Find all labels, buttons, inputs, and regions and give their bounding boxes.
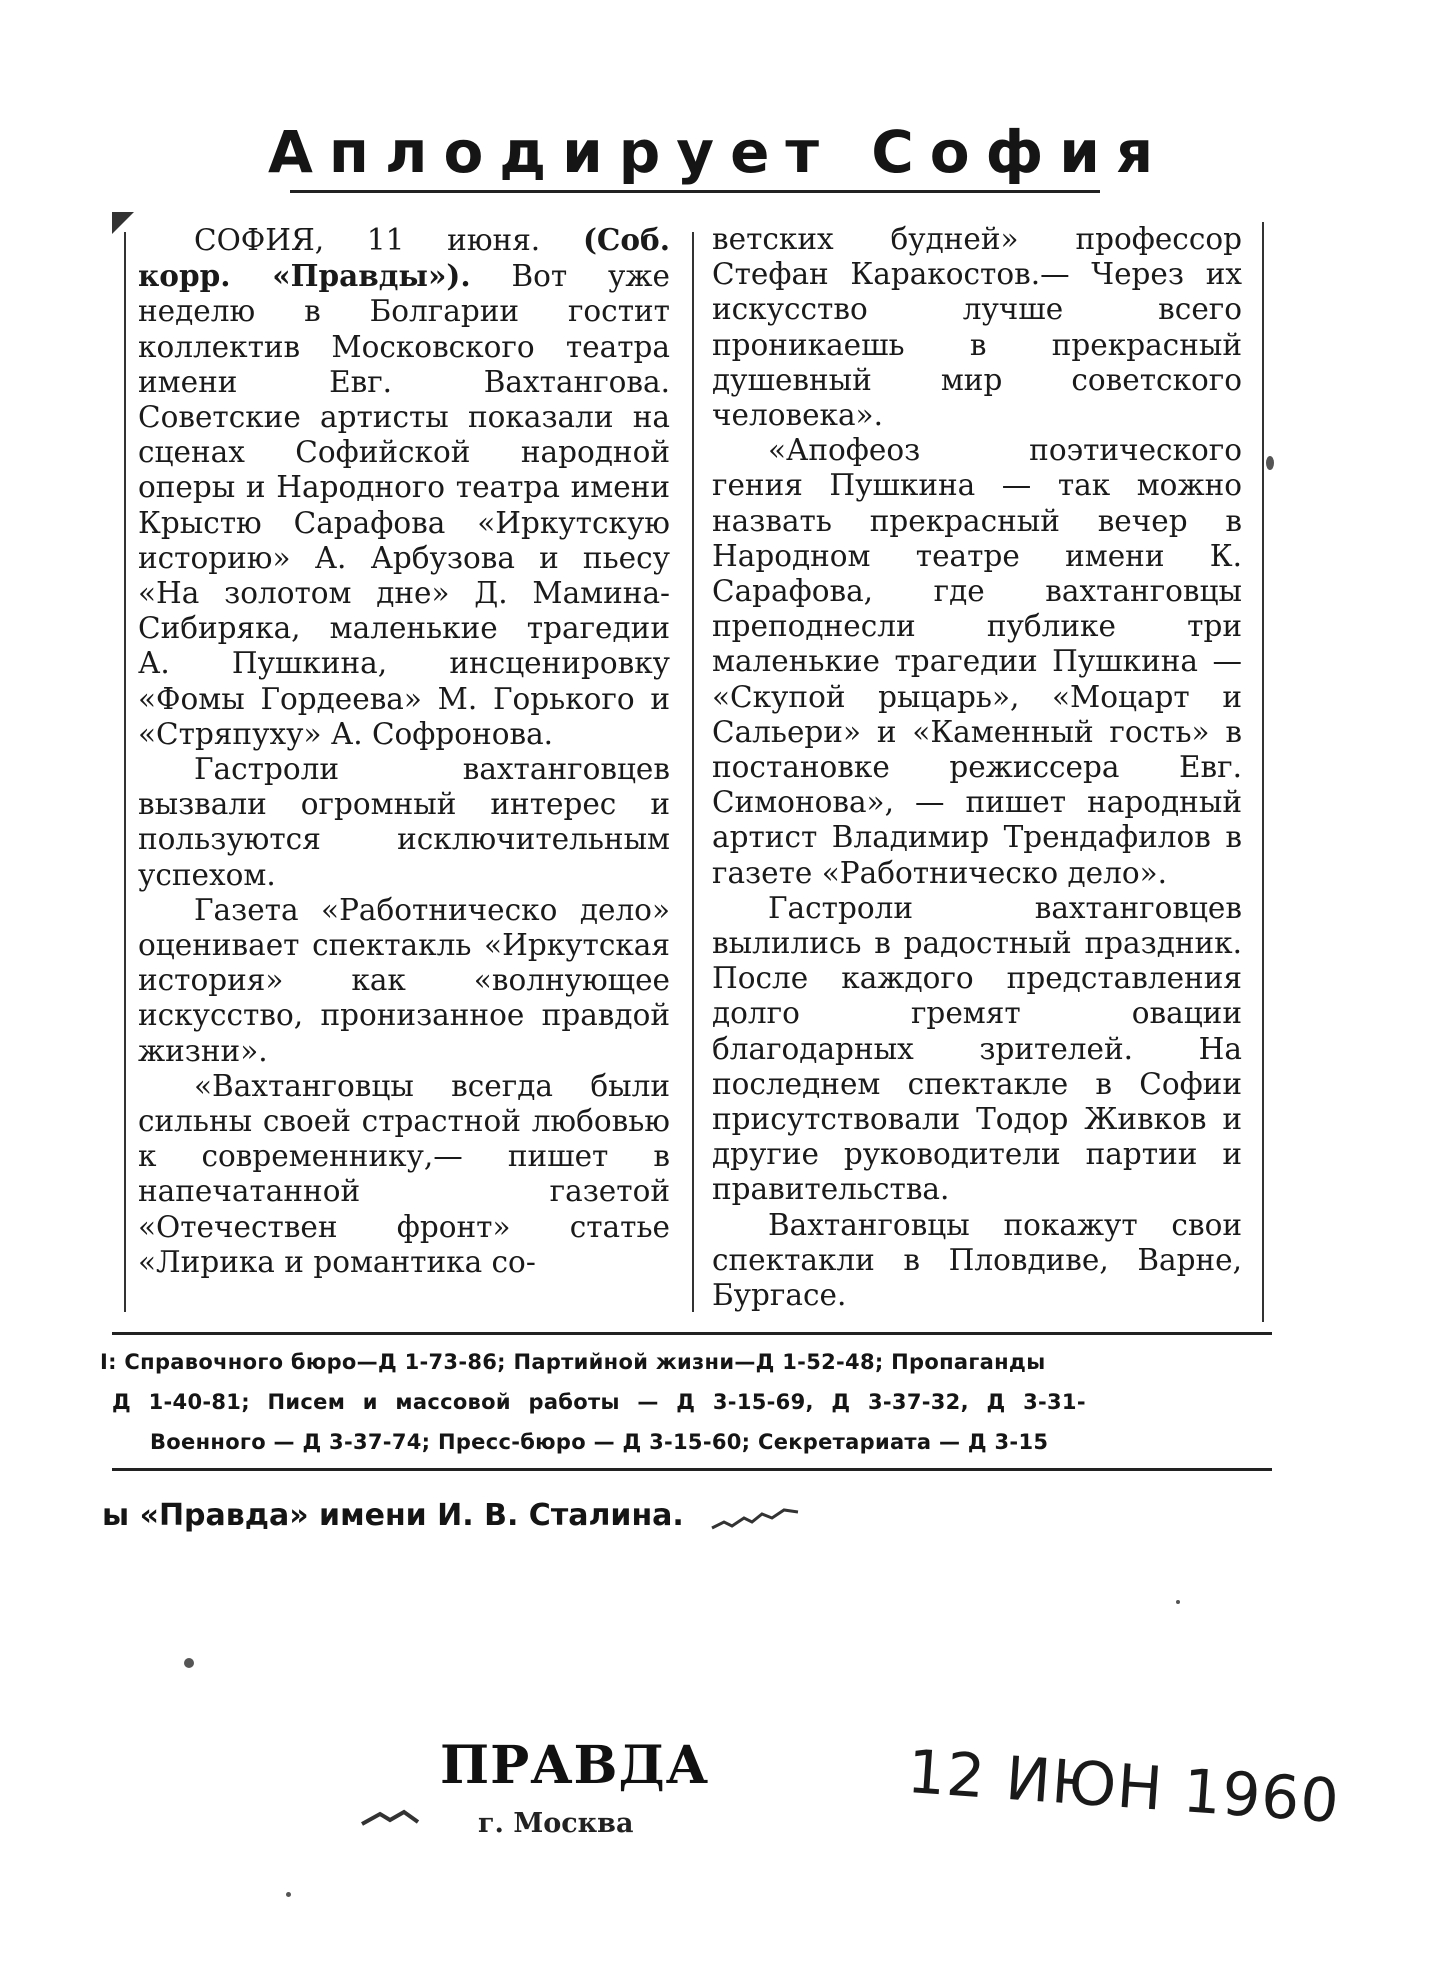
- article-right-column: [712, 222, 1242, 1313]
- article-paragraph: [138, 222, 670, 752]
- corner-marker-icon: [112, 212, 134, 234]
- archive-stamp-city: г. Москва: [478, 1808, 634, 1839]
- ink-speck: [1176, 1600, 1180, 1604]
- phones-line-3: Военного — Д 3-37-74; Пресс-бюро — Д 3-15-60; Секретариата — Д 3-15: [150, 1430, 1049, 1454]
- article-paragraph: Вахтанговцы покажут свои спектакли в Пловдиве, Варне, Бургасе.: [712, 1207, 1242, 1313]
- article-paragraph: «Апофеоз поэтического гения Пушкина — так можно назвать прекрасный вечер в Народном театре имени К. Сарафова, где вахтанговцы преподнесли публике три маленькие трагедии Пушкина — «Скупой рыцарь», «Моцарт и Сальери» и «Каменный гость» в постановке режиссера Евг. Симонова», — пишет народный артист Владимир Трендафилов в газете «Работническо дело».: [712, 433, 1242, 890]
- article-left-column: [138, 222, 670, 1280]
- column-rule-middle: [692, 232, 694, 1312]
- article-paragraph: ветских будней» профессор Стефан Каракостов.— Через их искусство лучше всего проникаешь в прекрасный душевный мир советского человека».: [712, 222, 1242, 433]
- phones-top-rule: [112, 1332, 1272, 1335]
- stamp-smudge-icon: [360, 1808, 420, 1828]
- article-headline: Аплодирует София: [268, 118, 1170, 186]
- article-paragraph: Гастроли вахтанговцев вызвали огромный интерес и пользуются исключительным успехом.: [138, 752, 670, 892]
- newspaper-imprint: ы «Правда» имени И. В. Сталина.: [102, 1498, 684, 1533]
- ink-speck: [1266, 456, 1274, 470]
- column-rule-left: [124, 232, 126, 1312]
- phones-bottom-rule: [112, 1468, 1272, 1471]
- headline-underline: [290, 190, 1100, 193]
- dateline: СОФИЯ, 11 июня.: [194, 223, 541, 257]
- ink-speck: [286, 1892, 291, 1897]
- byline-source: (Соб. корр. «Правды»).: [138, 222, 670, 294]
- ink-squiggle-icon: [710, 1504, 800, 1534]
- archive-stamp-title: ПРАВДА: [440, 1735, 710, 1796]
- phones-line-2: Д 1-40-81; Писем и массовой работы — Д 3-15-69, Д 3-37-32, Д 3-31-: [112, 1390, 1086, 1414]
- archive-date-stamp: 12 ИЮН 1960: [905, 1737, 1342, 1838]
- article-paragraph: Газета «Работническо дело» оценивает спектакль «Иркутская история» как «волнующее искусство, пронизанное правдой жизни».: [138, 892, 670, 1068]
- article-paragraph: Гастроли вахтанговцев вылились в радостный праздник. После каждого представления долго гремят овации благодарных зрителей. На последнем спектакле в Софии присутствовали Тодор Живков и другие руководители партии и правительства.: [712, 890, 1242, 1207]
- article-paragraph: «Вахтанговцы всегда были сильны своей страстной любовью к современнику,— пишет в напечатанной газетой «Отечествен фронт» статье «Лирика и романтика со-: [138, 1068, 670, 1279]
- paragraph-text: Вот уже неделю в Болгарии гостит коллектив Московского театра имени Евг. Вахтангова. Советские артисты показали на сценах Софийской народной оперы и Народного театра имени Крыстю Сарафова «Иркутскую историю» А. Арбузова и пьесу «На золотом дне» Д. Мамина-Сибиряка, маленькие трагедии А. Пушкина, инсценировку «Фомы Гордеева» М. Горького и «Стряпуху» А. Софронова.: [138, 259, 670, 751]
- column-rule-right: [1262, 222, 1264, 1322]
- phones-line-1: I: Справочного бюро—Д 1-73-86; Партийной жизни—Д 1-52-48; Пропаганды: [100, 1350, 1046, 1374]
- ink-speck: [184, 1658, 194, 1668]
